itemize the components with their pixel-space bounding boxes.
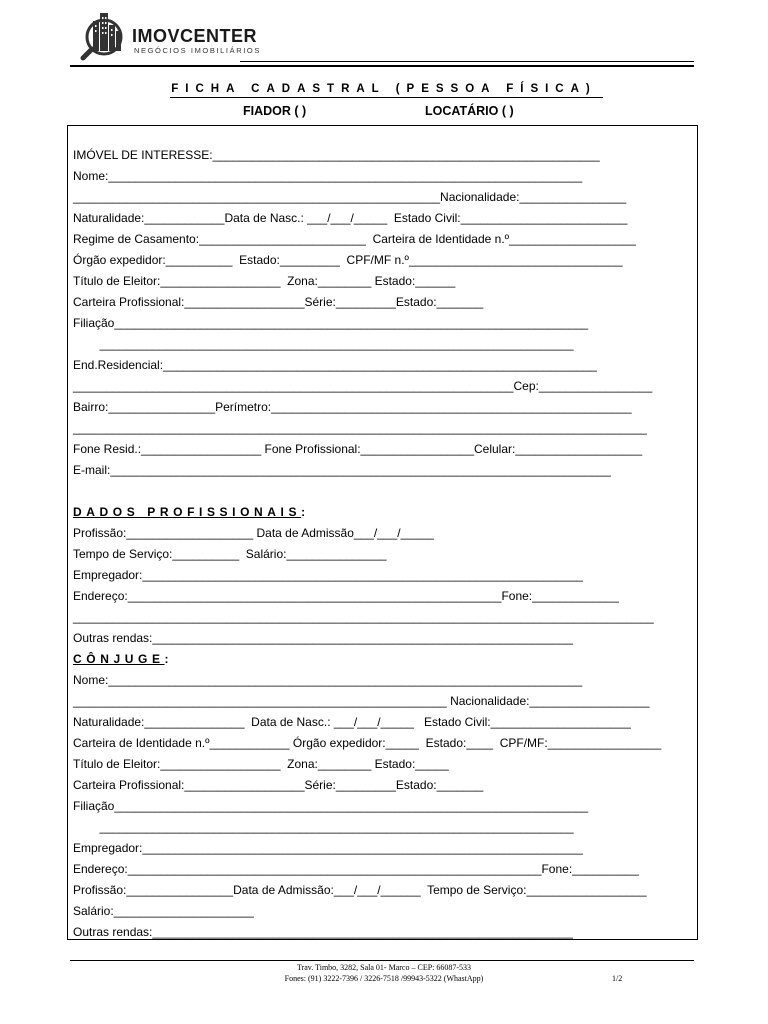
field-conjuge-identidade[interactable]: Carteira de Identidade n.º____________ Órgão expedidor:_____ Estado:____ CPF/MF:_________________	[73, 736, 662, 750]
field-endereco-2[interactable]: _______________________________________________________________________________________	[73, 610, 654, 624]
field-conjuge-salario[interactable]: Salário:_____________________	[73, 904, 254, 918]
field-titulo-eleitor[interactable]: Título de Eleitor:__________________ Zona:________ Estado:______	[73, 274, 456, 288]
footer-phones: Fones: (91) 3222-7396 / 3226-7518 /99943-5322 (WhastApp)	[284, 974, 484, 983]
header-rule-thin	[240, 61, 694, 62]
company-logo	[80, 9, 261, 61]
building-logo-icon	[80, 9, 132, 61]
field-conjuge-profissao[interactable]: Profissão:________________Data de Admissão:___/___/______ Tempo de Serviço:__________________	[73, 883, 647, 897]
section-conjuge: CÔNJUGE:	[73, 652, 174, 666]
field-tempo-servico[interactable]: Tempo de Serviço:__________ Salário:_______________	[73, 547, 387, 561]
field-bairro[interactable]: Bairro:________________Perímetro:______________________________________________________	[73, 400, 632, 414]
field-cep[interactable]: __________________________________________________________________Cep:_________________	[73, 379, 653, 393]
field-orgao-expedidor[interactable]: Órgão expedidor:__________ Estado:_________ CPF/MF n.º________________________________	[73, 253, 623, 267]
page-number: 1/2	[612, 974, 623, 983]
field-fones[interactable]: Fone Resid.:__________________ Fone Profissional:_________________Celular:___________________	[73, 442, 643, 456]
field-conjuge-filiacao-2[interactable]: _______________________________________________________________________	[73, 820, 574, 834]
field-conjuge-outras-rendas[interactable]: Outras rendas:_______________________________________________________________	[73, 925, 573, 939]
field-imovel-interesse[interactable]: IMÓVEL DE INTERESSE:__________________________________________________________	[73, 148, 600, 162]
field-conjuge-empregador[interactable]: Empregador:__________________________________________________________________	[73, 841, 583, 855]
title-underline	[170, 97, 603, 98]
field-conjuge-titulo-eleitor[interactable]: Título de Eleitor:__________________ Zona:________ Estado:_____	[73, 757, 449, 771]
field-blank-line[interactable]: ______________________________________________________________________________________	[73, 421, 647, 435]
footer-address: Trav. Timbo, 3282, Sala 01- Marco – CEP: 66087-533	[296, 963, 472, 972]
field-regime-casamento[interactable]: Regime de Casamento:_________________________ Carteira de Identidade n.º___________________	[73, 232, 636, 246]
field-nome[interactable]: Nome:_______________________________________________________________________	[73, 169, 583, 183]
field-filiacao[interactable]: Filiação_______________________________________________________________________	[73, 316, 589, 330]
field-conjuge-nome[interactable]: Nome:_______________________________________________________________________	[73, 673, 583, 687]
field-conjuge-nacionalidade[interactable]: ________________________________________________________ Nacionalidade:__________________	[73, 694, 650, 708]
field-profissao[interactable]: Profissão:___________________ Data de Admissão___/___/_____	[73, 526, 434, 540]
field-outras-rendas[interactable]: Outras rendas:_______________________________________________________________	[73, 631, 573, 645]
field-conjuge-naturalidade[interactable]: Naturalidade:_______________ Data de Nasc.: ___/___/_____ Estado Civil:_____________________	[73, 715, 631, 729]
field-empregador[interactable]: Empregador:__________________________________________________________________	[73, 568, 583, 582]
field-conjuge-endereco[interactable]: Endereço:______________________________________________________________Fone:__________	[73, 862, 639, 876]
field-filiacao-2[interactable]: _______________________________________________________________________	[73, 337, 574, 351]
field-endereco[interactable]: Endereço:________________________________________________________Fone:_____________	[73, 589, 619, 603]
field-end-residencial[interactable]: End.Residencial:_________________________________________________________________	[73, 358, 597, 372]
form-title: FICHA CADASTRAL (PESSOA FÍSICA)	[171, 83, 597, 95]
field-conjuge-carteira-profissional[interactable]: Carteira Profissional:__________________Série:_________Estado:_______	[73, 778, 484, 792]
field-nacionalidade[interactable]: _______________________________________________________Nacionalidade:________________	[73, 190, 627, 204]
section-dados-profissionais: DADOS PROFISSIONAIS:	[73, 505, 310, 519]
footer-rule	[70, 960, 694, 961]
role-fiador[interactable]: FIADOR ( )	[243, 104, 307, 118]
section-title: CÔNJUGE	[73, 652, 165, 666]
brand-tagline: NEGÓCIOS IMOBILIÁRIOS	[134, 46, 261, 55]
field-carteira-profissional[interactable]: Carteira Profissional:__________________Série:_________Estado:_______	[73, 295, 484, 309]
field-naturalidade[interactable]: Naturalidade:____________Data de Nasc.: ___/___/_____ Estado Civil:_________________________	[73, 211, 628, 225]
brand-name: IMOVCENTER	[132, 26, 258, 46]
field-email[interactable]: E-mail:___________________________________________________________________________	[73, 463, 611, 477]
role-locatario[interactable]: LOCATÁRIO ( )	[425, 104, 514, 118]
section-title: DADOS PROFISSIONAIS	[73, 505, 302, 519]
header-rule-thick	[70, 65, 694, 67]
field-conjuge-filiacao[interactable]: Filiação_______________________________________________________________________	[73, 799, 589, 813]
